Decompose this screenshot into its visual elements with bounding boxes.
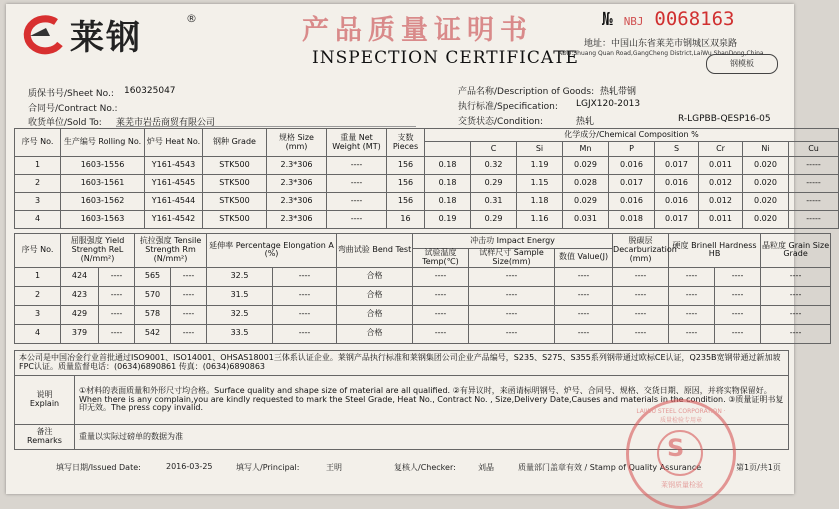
col-seq: 序号 No. bbox=[15, 234, 61, 268]
hardness-cell: ---- bbox=[669, 286, 715, 305]
sample-size-cell: ---- bbox=[469, 286, 555, 305]
chem-value-cell: 0.029 bbox=[563, 193, 609, 211]
size-cell: 2.3*306 bbox=[267, 157, 327, 175]
col-test-temp: 试验温度 Temp(℃) bbox=[413, 249, 469, 268]
rolling-no-cell: 1603-1562 bbox=[61, 193, 145, 211]
title-english: INSPECTION CERTIFICATE bbox=[312, 48, 579, 68]
chem-value-cell: 0.016 bbox=[609, 193, 655, 211]
grade-cell: STK500 bbox=[203, 211, 267, 229]
test-temp-cell: ---- bbox=[413, 324, 469, 343]
quality-seal bbox=[626, 399, 736, 509]
impact-value-cell: ---- bbox=[555, 267, 613, 286]
row-seq-cell: 1 bbox=[15, 267, 61, 286]
yield-extra-cell: ---- bbox=[99, 305, 135, 324]
bend-test-cell: 合格 bbox=[337, 305, 413, 324]
sold-to-value: 莱芜市岩岳商贸有限公司 bbox=[116, 118, 216, 128]
checker-label: 复核人/Checker: bbox=[394, 463, 456, 472]
tensile-extra-cell: ---- bbox=[171, 286, 207, 305]
sheet-no-value: 160325047 bbox=[124, 86, 176, 96]
specification-label: 执行标准/Specification: bbox=[458, 102, 558, 112]
chem-value-cell: 1.16 bbox=[517, 211, 563, 229]
net-weight-cell: ---- bbox=[327, 211, 387, 229]
decarburization-cell: ---- bbox=[613, 324, 669, 343]
goods-label: 产品名称/Description of Goods: bbox=[458, 87, 595, 97]
grain-size-cell: ---- bbox=[761, 267, 831, 286]
elongation-extra-cell: ---- bbox=[273, 286, 337, 305]
grain-size-cell: ---- bbox=[761, 324, 831, 343]
rolling-no-cell: 1603-1556 bbox=[61, 157, 145, 175]
row-seq-cell: 3 bbox=[15, 305, 61, 324]
title-chinese: 产品质量证明书 bbox=[302, 15, 533, 46]
col-elongation: 延伸率 Percentage Elongation A (%) bbox=[207, 234, 337, 268]
remarks-label bbox=[15, 425, 75, 450]
chem-value-cell: 0.020 bbox=[743, 211, 789, 229]
element-header: P bbox=[609, 142, 655, 157]
net-weight-cell: ---- bbox=[327, 193, 387, 211]
col-grade: 钢种 Grade bbox=[203, 129, 267, 157]
address-chinese: 地址：中国山东省莱芜市钢城区双泉路 bbox=[584, 39, 738, 49]
chem-value-cell: 0.020 bbox=[743, 175, 789, 193]
pieces-cell: 156 bbox=[387, 193, 425, 211]
impact-value-cell: ---- bbox=[555, 286, 613, 305]
yield-cell: 429 bbox=[61, 305, 99, 324]
sold-to-label: 收货单位/Sold To: bbox=[28, 118, 102, 128]
hardness-cell: ---- bbox=[669, 267, 715, 286]
explain-label-cn: 说明 bbox=[36, 390, 53, 400]
grade-cell: STK500 bbox=[203, 175, 267, 193]
yield-extra-cell: ---- bbox=[99, 286, 135, 305]
hardness-extra-cell: ---- bbox=[715, 324, 761, 343]
col-sample-size: 试样尺寸 Sample Size(mm) bbox=[469, 249, 555, 268]
principal-label: 填写人/Principal: bbox=[236, 463, 300, 472]
chem-value-cell: 0.020 bbox=[743, 157, 789, 175]
chem-value-cell: 0.020 bbox=[743, 193, 789, 211]
chem-value-cell: 1.18 bbox=[517, 193, 563, 211]
grade-cell: STK500 bbox=[203, 157, 267, 175]
col-bend-test: 弯曲试验 Bend Test bbox=[337, 234, 413, 268]
chem-value-cell: 0.016 bbox=[655, 193, 699, 211]
mech-table-row bbox=[15, 286, 831, 305]
elongation-cell: 33.5 bbox=[207, 324, 273, 343]
certificate-sheet bbox=[6, 4, 830, 494]
row-seq-cell: 4 bbox=[15, 211, 61, 229]
decarburization-cell: ---- bbox=[613, 305, 669, 324]
remarks-label-cn: 备注 bbox=[36, 427, 53, 437]
cert-number-value: 0068163 bbox=[654, 8, 735, 30]
address-english: ADD:Shuang Quan Road,GangCheng District,LaiWu ShanDong,China bbox=[558, 50, 764, 57]
chem-value-cell: 0.011 bbox=[699, 157, 743, 175]
bend-test-cell: 合格 bbox=[337, 267, 413, 286]
chem-value-cell: 0.028 bbox=[563, 175, 609, 193]
chem-value-cell: 0.18 bbox=[425, 175, 471, 193]
elongation-extra-cell: ---- bbox=[273, 267, 337, 286]
net-weight-cell: ---- bbox=[327, 157, 387, 175]
hardness-extra-cell: ---- bbox=[715, 286, 761, 305]
elongation-cell: 32.5 bbox=[207, 267, 273, 286]
chem-value-cell: 0.011 bbox=[699, 211, 743, 229]
seal-letter: S bbox=[667, 434, 685, 462]
chem-table-row bbox=[15, 175, 839, 193]
hardness-cell: ---- bbox=[669, 324, 715, 343]
registered-mark: ® bbox=[186, 12, 197, 25]
decarburization-cell: ---- bbox=[613, 267, 669, 286]
chem-value-cell: ----- bbox=[789, 193, 839, 211]
test-temp-cell: ---- bbox=[413, 267, 469, 286]
decarburization-cell: ---- bbox=[613, 286, 669, 305]
mech-table-row bbox=[15, 305, 831, 324]
col-tensile-strength: 抗拉强度 Tensile Strength Rm (N/mm²) bbox=[135, 234, 207, 268]
logo-name: 莱钢 bbox=[70, 18, 142, 58]
chem-value-cell: 0.018 bbox=[609, 211, 655, 229]
chem-value-cell: 0.18 bbox=[425, 157, 471, 175]
element-header: Si bbox=[517, 142, 563, 157]
seal-bottom-text: 莱钢质量检验 bbox=[661, 481, 703, 489]
heat-no-cell: Y161-4543 bbox=[145, 157, 203, 175]
col-hardness: 硬度 Brinell Hardness HB bbox=[669, 234, 761, 268]
heat-no-cell: Y161-4542 bbox=[145, 211, 203, 229]
chem-value-cell: 0.016 bbox=[609, 157, 655, 175]
bend-test-cell: 合格 bbox=[337, 324, 413, 343]
chem-table-row bbox=[15, 211, 839, 229]
principal-value: 王明 bbox=[326, 463, 342, 472]
checker-value: 刘晶 bbox=[478, 463, 494, 472]
elongation-cell: 32.5 bbox=[207, 305, 273, 324]
contract-no-label: 合同号/Contract No.: bbox=[28, 104, 118, 114]
grain-size-cell: ---- bbox=[761, 305, 831, 324]
remarks-text: 重量以实际过磅单的数据为准 bbox=[75, 425, 789, 450]
heat-no-cell: Y161-4544 bbox=[145, 193, 203, 211]
chemical-composition-table bbox=[14, 128, 839, 229]
row-seq-cell: 1 bbox=[15, 157, 61, 175]
element-header: Mn bbox=[563, 142, 609, 157]
col-impact-energy: 冲击功 Impact Energy bbox=[413, 234, 613, 249]
condition-label: 交货状态/Condition: bbox=[458, 117, 544, 127]
hardness-cell: ---- bbox=[669, 305, 715, 324]
yield-extra-cell: ---- bbox=[99, 324, 135, 343]
condition-value: 热轧 bbox=[576, 117, 595, 127]
chem-value-cell: 0.016 bbox=[655, 175, 699, 193]
heat-no-cell: Y161-4545 bbox=[145, 175, 203, 193]
chem-value-cell: 0.017 bbox=[655, 211, 699, 229]
sheet-no-label: 质保书号/Sheet No.: bbox=[28, 89, 114, 99]
mech-table-row bbox=[15, 324, 831, 343]
col-net-weight: 重量 Net Weight (MT) bbox=[327, 129, 387, 157]
col-seq: 序号 No. bbox=[15, 129, 61, 157]
element-header: S bbox=[655, 142, 699, 157]
chem-value-cell: 0.029 bbox=[563, 157, 609, 175]
col-impact-value: 数值 Value(J) bbox=[555, 249, 613, 268]
explain-text: ①材料的表面质量和外形尺寸均合格。Surface quality and shape size of material are all qualified. ②有异议时，来函请标明钢号、炉号、合同号、规格、交货日期、原因，并将实物保留好。When there is any complain,you are kindly requested to mark the Steel Grade, Heat No., Contract No. , Size,Delivery Date,Causes and materials in the condition. ③质量证明书复印无效。The press copy invalid. bbox=[75, 376, 789, 425]
chem-value-cell: 0.012 bbox=[699, 175, 743, 193]
laiwu-logo-icon bbox=[16, 14, 68, 54]
tensile-cell: 570 bbox=[135, 286, 171, 305]
net-weight-cell: ---- bbox=[327, 175, 387, 193]
product-logo-stamp: 钢模板 bbox=[706, 54, 778, 74]
sample-size-cell: ---- bbox=[469, 267, 555, 286]
col-pieces: 支数 Pieces bbox=[387, 129, 425, 157]
seal-arc-text: LAIWU STEEL CORPORATION · 质量检验专用章 bbox=[636, 408, 726, 424]
tensile-cell: 578 bbox=[135, 305, 171, 324]
chem-table-row bbox=[15, 157, 839, 175]
yield-cell: 424 bbox=[61, 267, 99, 286]
sample-size-cell: ---- bbox=[469, 305, 555, 324]
chem-value-cell: 0.017 bbox=[655, 157, 699, 175]
chem-value-cell: 0.29 bbox=[471, 211, 517, 229]
size-cell: 2.3*306 bbox=[267, 193, 327, 211]
row-seq-cell: 2 bbox=[15, 175, 61, 193]
tensile-extra-cell: ---- bbox=[171, 324, 207, 343]
col-rolling-no: 生产编号 Rolling No. bbox=[61, 129, 145, 157]
page-indicator: 第1页/共1页 bbox=[736, 463, 781, 472]
pieces-cell: 16 bbox=[387, 211, 425, 229]
chem-value-cell: 0.29 bbox=[471, 175, 517, 193]
element-header: Ni bbox=[743, 142, 789, 157]
test-temp-cell: ---- bbox=[413, 286, 469, 305]
cert-prefix: NBJ bbox=[623, 15, 644, 28]
yield-extra-cell: ---- bbox=[99, 267, 135, 286]
issued-date-value: 2016-03-25 bbox=[166, 462, 213, 471]
mechanical-properties-table bbox=[14, 233, 831, 344]
chem-table-row bbox=[15, 193, 839, 211]
element-header: Cu bbox=[789, 142, 839, 157]
tensile-cell: 542 bbox=[135, 324, 171, 343]
elongation-extra-cell: ---- bbox=[273, 305, 337, 324]
row-seq-cell: 2 bbox=[15, 286, 61, 305]
company-note: 本公司是中国冶金行业首批通过ISO9001、ISO14001、OHSAS18001三体系认证企业。莱钢产品执行标准和莱钢集团公司企业产品编号，S235、S275、S355系列钢带通过欧标CE认证，Q235B宽钢带通过新加坡FPC认证。质量监督电话：(0634)6890861 传真：(0634)6890863 bbox=[15, 351, 789, 376]
chem-value-cell: 1.15 bbox=[517, 175, 563, 193]
chem-value-cell: 0.017 bbox=[609, 175, 655, 193]
col-yield-strength: 屈服强度 Yield Strength ReL (N/mm²) bbox=[61, 234, 135, 268]
test-temp-cell: ---- bbox=[413, 305, 469, 324]
impact-value-cell: ---- bbox=[555, 324, 613, 343]
yield-cell: 423 bbox=[61, 286, 99, 305]
chem-value-cell: ----- bbox=[789, 175, 839, 193]
grade-cell: STK500 bbox=[203, 193, 267, 211]
chem-value-cell: ----- bbox=[789, 157, 839, 175]
hardness-extra-cell: ---- bbox=[715, 305, 761, 324]
chemical-composition-header: 化学成分/Chemical Composition % bbox=[425, 129, 839, 142]
chem-value-cell: 1.19 bbox=[517, 157, 563, 175]
goods-value: 热轧带钢 bbox=[600, 87, 637, 97]
size-cell: 2.3*306 bbox=[267, 175, 327, 193]
tensile-extra-cell: ---- bbox=[171, 305, 207, 324]
cert-no-label: № bbox=[602, 9, 613, 30]
chem-value-cell: 0.32 bbox=[471, 157, 517, 175]
pieces-cell: 156 bbox=[387, 175, 425, 193]
document-code: R-LGPBB-QESP16-05 bbox=[678, 114, 771, 124]
elongation-extra-cell: ---- bbox=[273, 324, 337, 343]
size-cell: 2.3*306 bbox=[267, 211, 327, 229]
col-grain-size: 晶粒度 Grain Size Grade bbox=[761, 234, 831, 268]
element-header: Cr bbox=[699, 142, 743, 157]
remarks-label-en: Remarks bbox=[27, 436, 62, 445]
row-seq-cell: 3 bbox=[15, 193, 61, 211]
col-size: 规格 Size (mm) bbox=[267, 129, 327, 157]
pieces-cell: 156 bbox=[387, 157, 425, 175]
row-seq-cell: 4 bbox=[15, 324, 61, 343]
element-header: C bbox=[471, 142, 517, 157]
rolling-no-cell: 1603-1563 bbox=[61, 211, 145, 229]
explain-label-en: Explain bbox=[29, 399, 60, 408]
elongation-cell: 31.5 bbox=[207, 286, 273, 305]
explain-label bbox=[15, 376, 75, 425]
col-heat-no: 炉号 Heat No. bbox=[145, 129, 203, 157]
issued-date-label: 填写日期/Issued Date: bbox=[56, 463, 141, 472]
yield-cell: 379 bbox=[61, 324, 99, 343]
mech-table-row bbox=[15, 267, 831, 286]
bend-test-cell: 合格 bbox=[337, 286, 413, 305]
impact-value-cell: ---- bbox=[555, 305, 613, 324]
chem-value-cell: 0.31 bbox=[471, 193, 517, 211]
chem-value-cell: 0.18 bbox=[425, 193, 471, 211]
chem-value-cell: ----- bbox=[789, 211, 839, 229]
tensile-cell: 565 bbox=[135, 267, 171, 286]
hardness-extra-cell: ---- bbox=[715, 267, 761, 286]
chem-value-cell: 0.012 bbox=[699, 193, 743, 211]
specification-value: LGJX120-2013 bbox=[576, 99, 641, 109]
chem-value-cell: 0.031 bbox=[563, 211, 609, 229]
rolling-no-cell: 1603-1561 bbox=[61, 175, 145, 193]
col-decarburization: 脱碳层 Decarburization (mm) bbox=[613, 234, 669, 268]
quality-stamp-label: 质量部门盖章有效 / Stamp of Quality Assurance bbox=[518, 463, 702, 472]
certificate-number bbox=[602, 8, 734, 30]
grain-size-cell: ---- bbox=[761, 286, 831, 305]
chem-value-cell: 0.19 bbox=[425, 211, 471, 229]
sample-size-cell: ---- bbox=[469, 324, 555, 343]
tensile-extra-cell: ---- bbox=[171, 267, 207, 286]
